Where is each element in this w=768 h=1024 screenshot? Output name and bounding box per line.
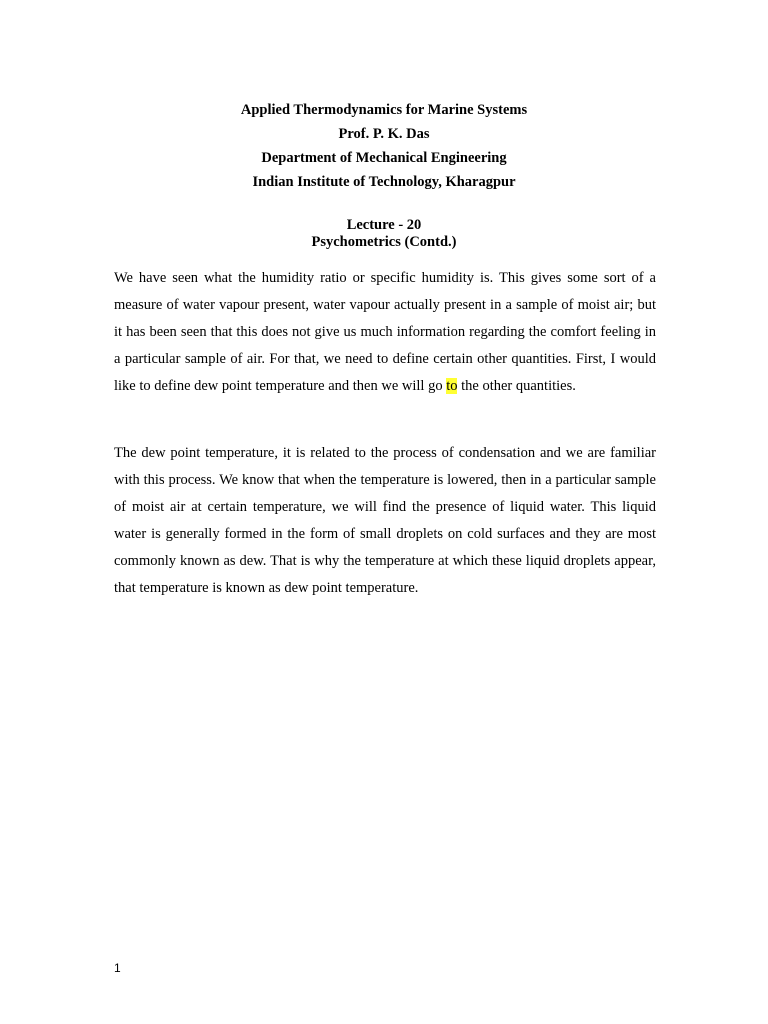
highlighted-word: to	[446, 378, 458, 394]
body-paragraph-2: The dew point temperature, it is related to the process of condensation and we are familiar with this process. We know that when the temperature is lowered, then in a particular sample of moist air at certain temperature, we will find the presence of liquid water. This liquid water is generally formed in the form of small droplets on cold surfaces and they are most commonly known as dew. That is why the temperature at which these liquid droplets appear, that temperature is known as dew point temperature.	[114, 445, 656, 596]
course-title: Applied Thermodynamics for Marine Systems	[240, 102, 528, 118]
department-name: Department of Mechanical Engineering	[261, 150, 507, 166]
paragraph-1-text-end: the other quantities.	[457, 378, 576, 394]
lecture-heading	[0, 217, 768, 251]
institute-name: Indian Institute of Technology, Kharagpur	[252, 174, 516, 190]
page-number: 1	[114, 961, 121, 975]
lecture-topic: Psychometrics (Contd.)	[311, 234, 457, 250]
paragraph-1-text-start: We have seen what the humidity ratio or specific humidity is. This gives some sort of a measure of water vapour present, water vapour actually present in a sample of moist air; but it has been seen that this does not give us much information regarding the comfort feeling in a particular sample of air. For that, we need to define certain other quantities. First, I would like to define dew point temperature and then we will go	[114, 270, 656, 394]
body-paragraph-1	[114, 265, 656, 400]
lecture-number: Lecture - 20	[346, 217, 422, 233]
instructor-name: Prof. P. K. Das	[338, 126, 430, 142]
document-header	[0, 98, 768, 194]
